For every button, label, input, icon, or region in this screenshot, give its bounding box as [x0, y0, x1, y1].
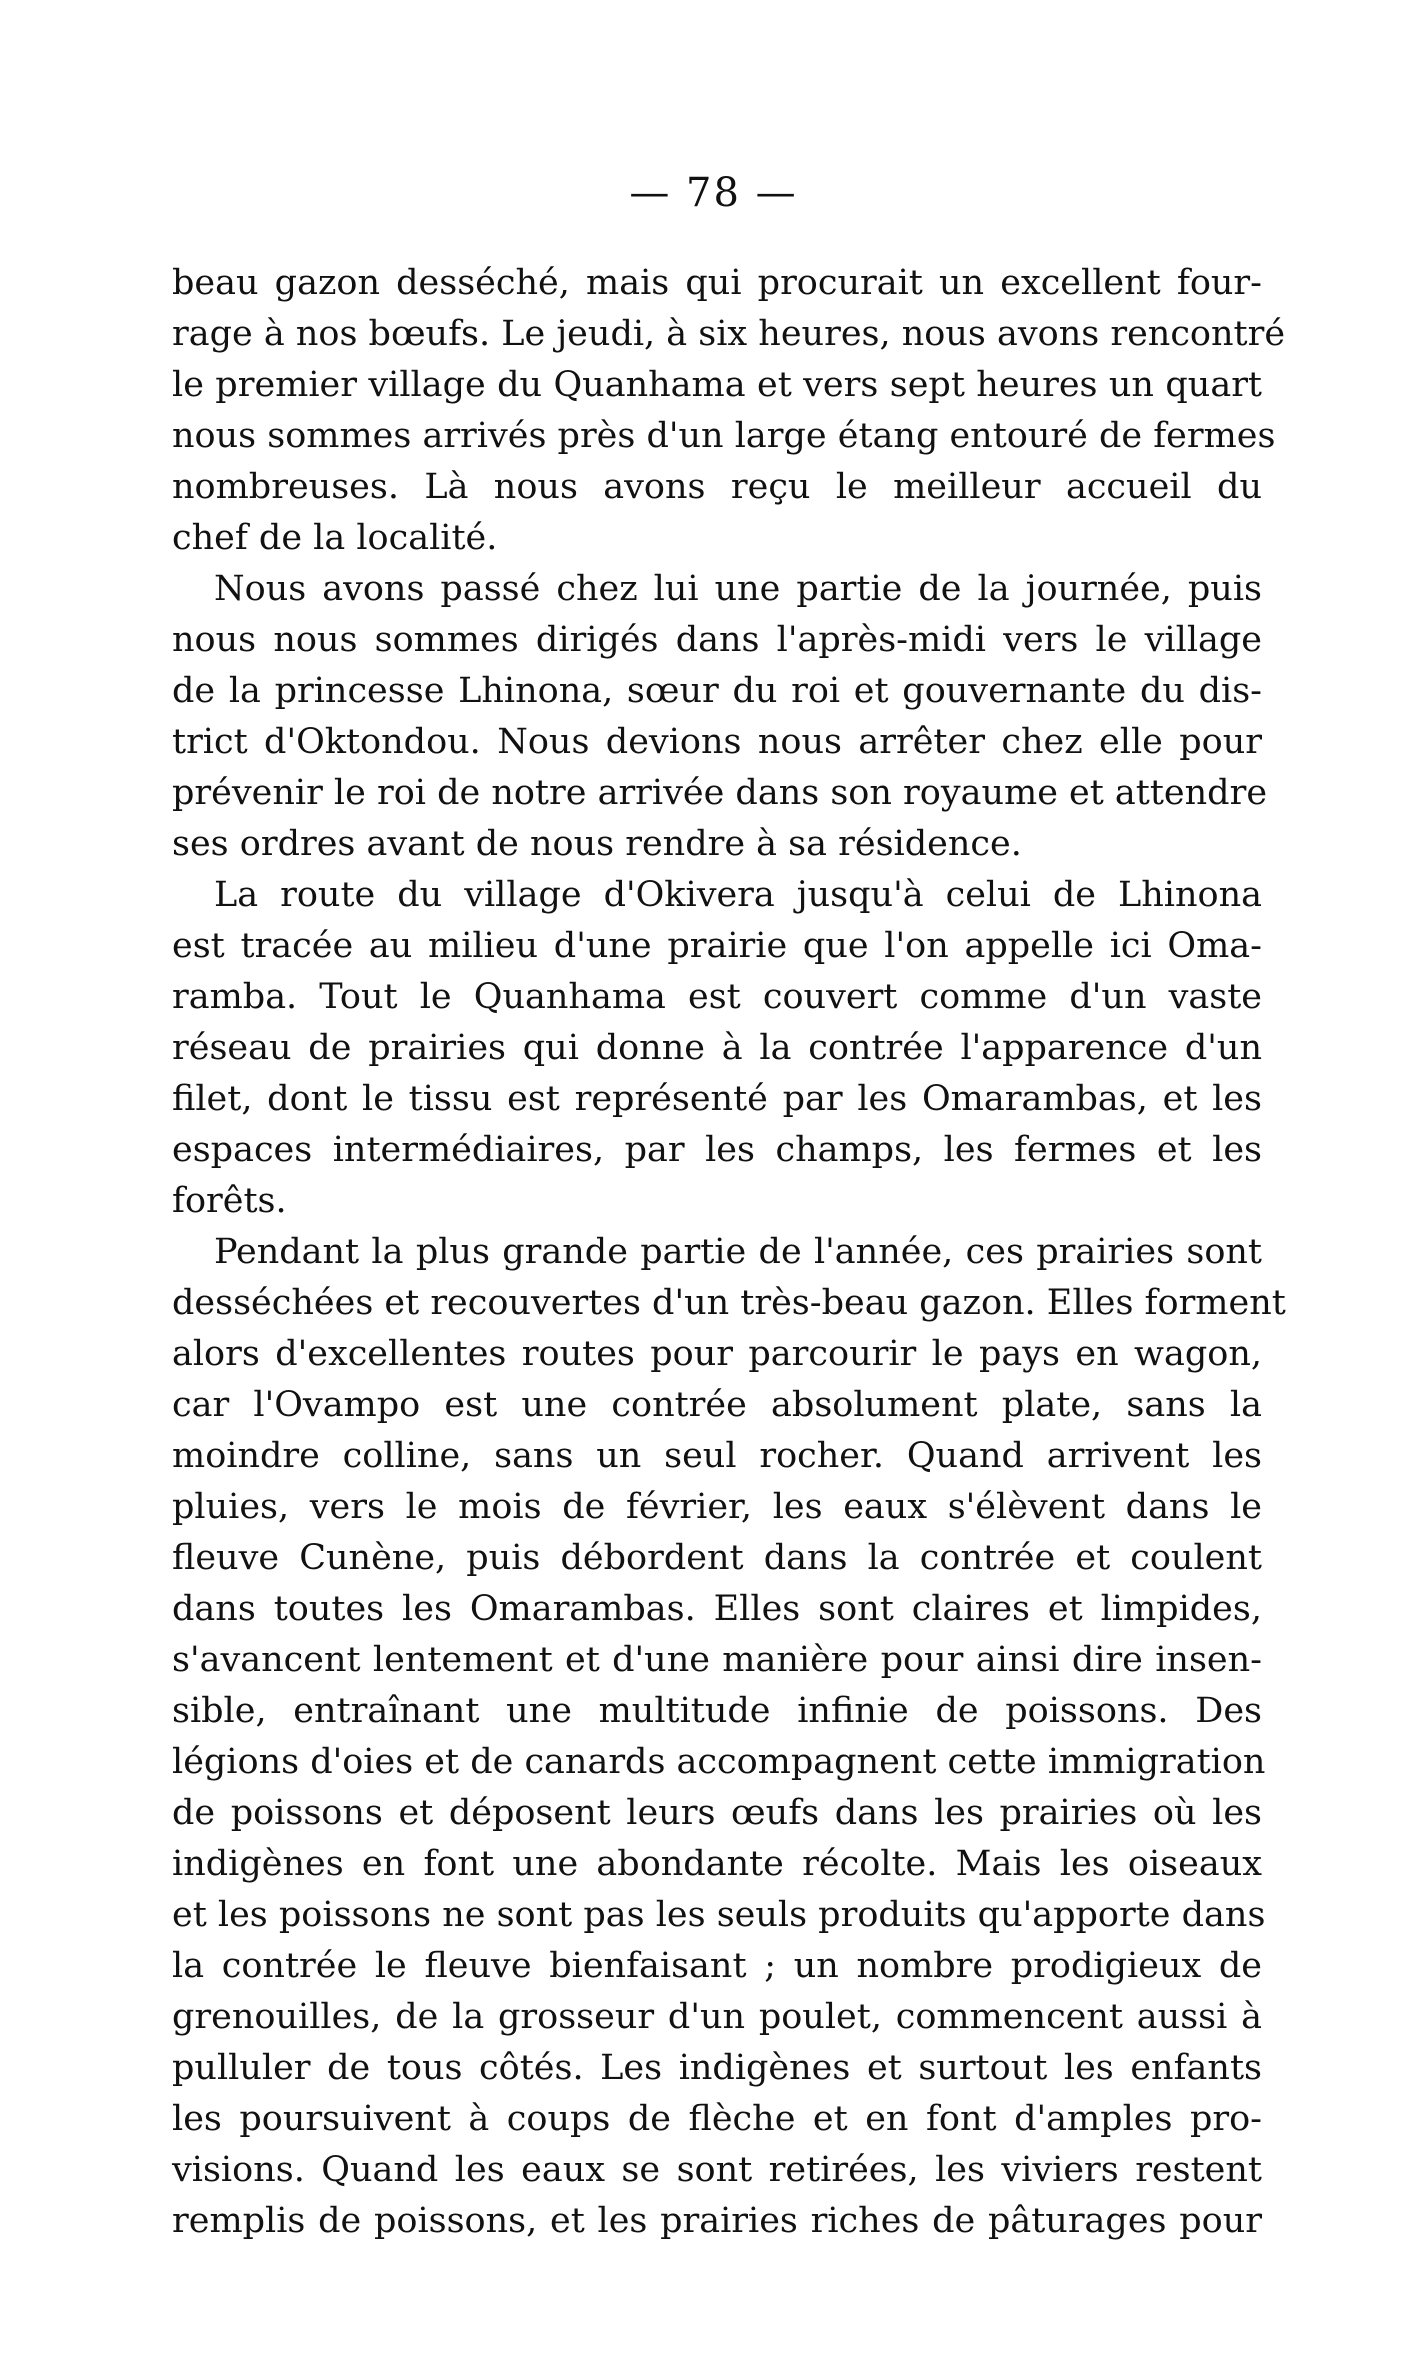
text-line: fleuve Cunène, puis débordent dans la contrée et coulent: [172, 1538, 1262, 1578]
text-line: trict d'Oktondou. Nous devions nous arrêter chez elle pour: [172, 722, 1262, 762]
text-line: espaces intermédiaires, par les champs, les fermes et les: [172, 1130, 1262, 1170]
text-line: nous sommes arrivés près d'un large étang entouré de fermes: [172, 416, 1276, 456]
text-line: la contrée le fleuve bienfaisant ; un nombre prodigieux de: [172, 1946, 1262, 1986]
text-line: Pendant la plus grande partie de l'année, ces prairies sont: [214, 1232, 1262, 1272]
text-line: dans toutes les Omarambas. Elles sont claires et limpides,: [172, 1589, 1262, 1629]
text-line: sible, entraînant une multitude infinie de poissons. Des: [172, 1691, 1262, 1731]
page-number: — 78 —: [629, 170, 798, 216]
text-line: le premier village du Quanhama et vers sept heures un quart: [172, 365, 1262, 405]
text-line: chef de la localité.: [172, 518, 498, 558]
text-line: ramba. Tout le Quanhama est couvert comme d'un vaste: [172, 977, 1262, 1017]
text-line: grenouilles, de la grosseur d'un poulet, commencent aussi à: [172, 1997, 1262, 2037]
text-line: desséchées et recouvertes d'un très-beau gazon. Elles forment: [172, 1283, 1286, 1323]
text-line: et les poissons ne sont pas les seuls produits qu'apporte dans: [172, 1895, 1266, 1935]
body-text: [172, 258, 1286, 2247]
text-line: ses ordres avant de nous rendre à sa résidence.: [172, 824, 1022, 864]
text-line: visions. Quand les eaux se sont retirées, les viviers restent: [172, 2150, 1262, 2190]
text-line: La route du village d'Okivera jusqu'à celui de Lhinona: [214, 875, 1262, 915]
text-line: de poissons et déposent leurs œufs dans les prairies où les: [172, 1793, 1262, 1833]
text-line: légions d'oies et de canards accompagnent cette immigration: [172, 1742, 1266, 1782]
text-line: Nous avons passé chez lui une partie de la journée, puis: [214, 569, 1262, 609]
text-line: nous nous sommes dirigés dans l'après-midi vers le village: [172, 620, 1262, 660]
text-line: indigènes en font une abondante récolte. Mais les oiseaux: [172, 1844, 1262, 1884]
text-line: beau gazon desséché, mais qui procurait un excellent four-: [172, 263, 1262, 303]
text-line: rage à nos bœufs. Le jeudi, à six heures, nous avons rencontré: [172, 314, 1286, 354]
text-line: pluies, vers le mois de février, les eaux s'élèvent dans le: [172, 1487, 1262, 1527]
text-line: remplis de poissons, et les prairies riches de pâturages pour: [172, 2201, 1262, 2241]
text-line: nombreuses. Là nous avons reçu le meilleur accueil du: [172, 467, 1262, 507]
text-line: est tracée au milieu d'une prairie que l'on appelle ici Oma-: [172, 926, 1262, 966]
text-line: s'avancent lentement et d'une manière pour ainsi dire insen-: [172, 1640, 1262, 1680]
text-line: pulluler de tous côtés. Les indigènes et surtout les enfants: [172, 2048, 1262, 2088]
text-line: moindre colline, sans un seul rocher. Quand arrivent les: [172, 1436, 1262, 1476]
text-line: alors d'excellentes routes pour parcourir le pays en wagon,: [172, 1334, 1262, 1374]
text-line: forêts.: [172, 1181, 287, 1221]
text-line: prévenir le roi de notre arrivée dans son royaume et attendre: [172, 773, 1268, 813]
text-line: filet, dont le tissu est représenté par les Omarambas, et les: [172, 1079, 1262, 1119]
text-line: de la princesse Lhinona, sœur du roi et gouvernante du dis-: [172, 671, 1262, 711]
text-line: les poursuivent à coups de flèche et en font d'amples pro-: [172, 2099, 1262, 2139]
text-line: réseau de prairies qui donne à la contrée l'apparence d'un: [172, 1028, 1262, 1068]
text-line: car l'Ovampo est une contrée absolument plate, sans la: [172, 1385, 1262, 1425]
